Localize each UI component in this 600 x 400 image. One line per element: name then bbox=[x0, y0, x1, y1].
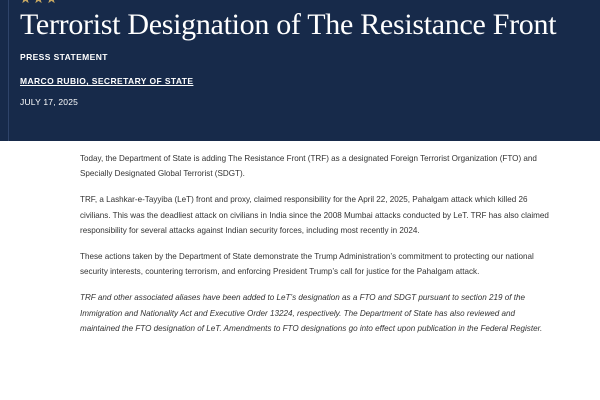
star-icon bbox=[33, 0, 44, 4]
page-header bbox=[0, 0, 600, 141]
star-icon bbox=[46, 0, 57, 4]
article-paragraph-italic: TRF and other associated aliases have been added to LeT’s designation as a FTO and SDGT pursuant to section 219 of the Immigration and Nationality Act and Executive Order 13224, respectively. The Department of State has also reviewed and maintained the FTO designation of LeT. Amendments to FTO designations go into effect upon publication in the Federal Register. bbox=[80, 293, 543, 333]
page-title: Terrorist Designation of The Resistance Front bbox=[20, 8, 557, 41]
stars-decoration bbox=[20, 0, 57, 4]
article-body bbox=[80, 151, 550, 347]
star-icon bbox=[20, 0, 31, 4]
article-paragraph: Today, the Department of State is adding The Resistance Front (TRF) as a designated Foreign Terrorist Organization (FTO) and Specially Designated Global Terrorist (SDGT). bbox=[80, 154, 537, 179]
publication-date: JULY 17, 2025 bbox=[20, 97, 79, 107]
header-divider bbox=[8, 0, 9, 141]
article-paragraph: These actions taken by the Department of State demonstrate the Trump Administration’s commitment to protecting our national security interests, countering terrorism, and enforcing President Trump’s call for justice for the Pahalgam attack. bbox=[80, 252, 534, 277]
article-paragraph: TRF, a Lashkar-e-Tayyiba (LeT) front and proxy, claimed responsibility for the April 22, 2025, Pahalgam attack which killed 26 civilians. This was the deadliest attack on civilians in India since the 2008 Mumbai attacks conducted by LeT. TRF has also claimed responsibility for several attacks against Indian security forces, including most recently in 2024. bbox=[80, 195, 549, 235]
author-link[interactable]: MARCO RUBIO, SECRETARY OF STATE bbox=[20, 76, 194, 86]
statement-type-label: PRESS STATEMENT bbox=[20, 52, 108, 62]
